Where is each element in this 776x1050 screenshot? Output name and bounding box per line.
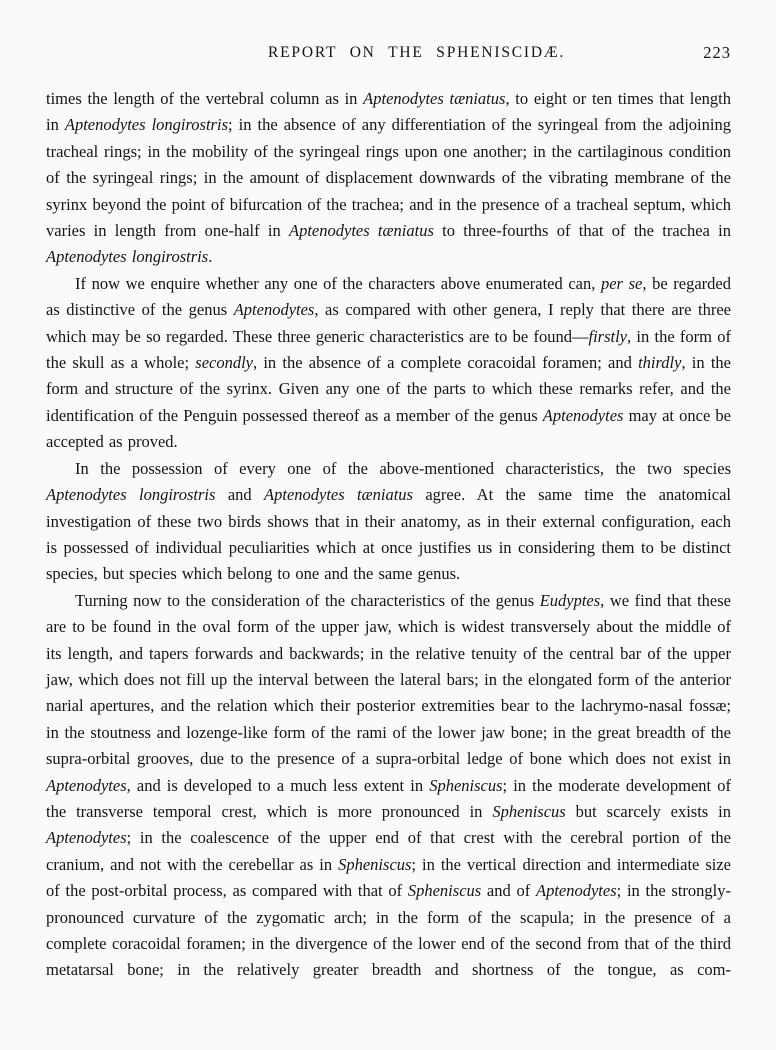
page-title: REPORT ON THE SPHENISCIDÆ. [268,44,566,61]
text-segment: . [208,247,213,267]
text-segment: but scarcely exists in [565,801,732,821]
paragraph [46,271,731,456]
text-segment: agree. At the same time the anatomical investigation of these two birds shows that in their anatomy, as in their external configuration, each is possessed of individual peculiarities which at once justifies us in considering them to be distinct species, but species which belong to one and the same genus. [46,485,731,584]
text-segment: Eudyptes [539,590,601,610]
text-segment: ; in the coalescence of the upper end of that crest with the cerebral portion of the cranium, and not with the cerebellar as in [46,828,731,874]
text-segment: Spheniscus [338,854,412,874]
text-segment: ; in the moderate development of the transverse temporal crest, which is more pronounced in [46,775,731,821]
text-segment: may at once be accepted as proved. [46,405,731,452]
text-segment: Spheniscus [407,881,482,901]
text-segment: Aptenodytes [542,405,624,425]
text-segment: Aptenodytes [535,881,617,901]
text-segment: Spheniscus [429,775,503,795]
text-segment: and [215,485,265,505]
text-segment: Aptenodytes [46,828,127,848]
text-segment: ; in the vertical direction and intermediate size of the post-orbital process, as compared with that of [46,854,731,901]
text-segment: to three-fourths of that of the trachea in [433,221,731,241]
paragraph [46,456,731,588]
page-body [46,86,731,984]
text-segment: , we find that these are to be found in the oval form of the upper jaw, which is widest transversely about the middle of its length, and tapers forwards and backwards; in the relative tenuity of the central bar of the upper jaw, which does not fill up the interval between the lateral bars; in the elongated form of the anterior narial apertures, and the relation which their posterior extremities bear to the lachrymo-nasal fossæ; in the stoutness and lozenge-like form of the rami of the lower jaw bone; in the great breadth of the supra-orbital grooves, due to the presence of a supra-orbital ledge of bone which does not exist in [46,590,731,769]
text-segment: and of [481,881,536,901]
text-segment: Aptenodytes longirostris [46,485,216,505]
paragraph [46,86,731,271]
text-segment: , in the absence of a complete coracoidal foramen; and [253,353,639,373]
text-segment: Spheniscus [492,801,566,821]
text-segment: , be regarded as distinctive of the genus [46,273,731,320]
running-head [46,44,731,66]
text-segment: Aptenodytes [233,300,315,320]
text-segment: Aptenodytes tæniatus [363,89,506,108]
text-segment: Aptenodytes longirostris [64,115,228,135]
text-segment: Turning now to the consideration of the characteristics of the genus [75,590,540,610]
paragraph [46,588,731,984]
text-segment: secondly [195,353,254,373]
text-segment: , in the form of the skull as a whole; [46,326,732,373]
text-segment: Aptenodytes tæniatus [264,485,413,505]
text-segment: per se [600,273,643,293]
text-segment: thirdly [638,353,682,373]
text-segment: If now we enquire whether any one of the characters above enumerated can, [75,273,601,293]
text-segment: Aptenodytes longirostris [46,247,209,267]
text-segment: , as compared with other genera, I reply that there are three which may be so regarded. These three generic characteristics are to be found— [46,300,731,346]
text-segment: Aptenodytes tæniatus [289,221,434,241]
text-segment: , and is developed to a much less extent in [126,775,430,795]
text-segment: ; in the strongly-pronounced curvature of the zygomatic arch; in the form of the scapula; in the presence of a complete coracoidal foramen; in the divergence of the lower end of the second from that of the third metatarsal bone; in the relatively greater breadth and shortness of the tongue, as com- [46,881,731,980]
page-number: 223 [703,43,731,62]
text-segment: In the possession of every one of the above-mentioned characteristics, the two species [75,458,731,478]
text-segment: times the length of the vertebral column as in [46,89,364,108]
text-segment: , to eight or ten times that length in [46,89,731,135]
text-segment: ; in the absence of any differentiation of the syringeal from the adjoining tracheal rings; in the mobility of the syringeal rings upon one another; in the cartilaginous condition of the syringeal rings; in the amount of displacement downwards of the vibrating membrane of the syrinx beyond the point of bifurcation of the trachea; and in the presence of a tracheal septum, which varies in length from one-half in [46,115,731,241]
text-segment: , in the form and structure of the syrinx. Given any one of the parts to which these remarks refer, and the identification of the Penguin possessed thereof as a member of the genus [46,353,731,425]
text-segment: firstly [588,326,628,346]
text-segment: Aptenodytes [46,775,127,795]
